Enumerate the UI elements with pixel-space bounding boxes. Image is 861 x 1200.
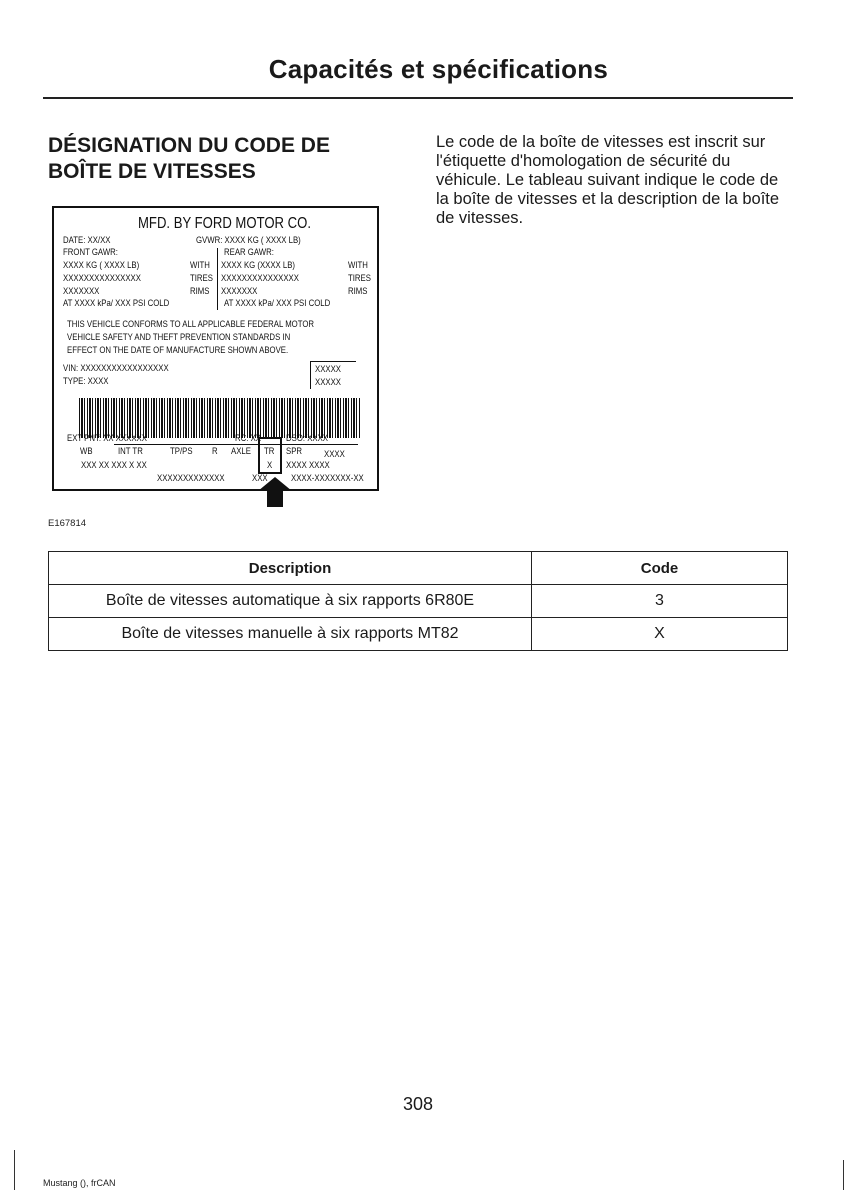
label-wb: WB bbox=[80, 446, 93, 457]
label-spr: SPR bbox=[286, 446, 303, 457]
page-title bbox=[0, 54, 836, 85]
label-with-2: WITH bbox=[348, 260, 368, 271]
transmission-code-table bbox=[48, 551, 788, 651]
label-bottom-code-3: XXXX-XXXXXXX-XX bbox=[291, 473, 364, 484]
label-rear-rims: XXXXXXX bbox=[221, 286, 258, 297]
figure-id: E167814 bbox=[48, 518, 87, 529]
cell-code: X bbox=[532, 618, 788, 651]
table-row bbox=[49, 585, 788, 618]
crop-mark-left bbox=[14, 1150, 15, 1190]
label-dso: DSO: XXXX bbox=[286, 433, 328, 444]
cell-description: Boîte de vitesses manuelle à six rapports MT82 bbox=[49, 618, 532, 651]
section-heading: DÉSIGNATION DU CODE DE BOÎTE DE VITESSES bbox=[48, 134, 330, 183]
label-rear-gawr: REAR GAWR: bbox=[224, 247, 274, 258]
label-box-2: XXXXX bbox=[315, 377, 341, 388]
pointer-arrow-icon bbox=[258, 477, 292, 507]
label-tp-ps: TP/PS bbox=[170, 446, 193, 457]
barcode bbox=[79, 398, 361, 438]
label-bottom-code-2: XXX bbox=[252, 473, 268, 484]
label-r: R bbox=[212, 446, 218, 457]
cell-code: 3 bbox=[532, 585, 788, 618]
tr-highlight-box bbox=[258, 437, 282, 474]
label-front-gawr: FRONT GAWR: bbox=[63, 247, 118, 258]
label-row-values-2: XXXX XXXX bbox=[286, 460, 330, 471]
label-rims-1: RIMS bbox=[190, 286, 210, 297]
page-number: 308 bbox=[402, 1094, 434, 1114]
label-ext-pnt: EXT PNT: XX XXXXXX bbox=[67, 433, 147, 444]
label-manufacturer: MFD. BY FORD MOTOR CO. bbox=[138, 215, 311, 232]
label-gvwr: GVWR: XXXX KG ( XXXX LB) bbox=[196, 235, 301, 246]
label-row-line bbox=[114, 444, 358, 445]
label-front-rims: XXXXXXX bbox=[63, 286, 100, 297]
label-int-tr: INT TR bbox=[118, 446, 143, 457]
table-header-row bbox=[49, 552, 788, 585]
label-conform-1: THIS VEHICLE CONFORMS TO ALL APPLICABLE FEDERAL MOTOR bbox=[67, 319, 315, 330]
footer-text: Mustang (), frCAN bbox=[43, 1178, 116, 1188]
label-conform-2: VEHICLE SAFETY AND THEFT PREVENTION STANDARDS IN bbox=[67, 332, 291, 343]
label-conform-3: EFFECT ON THE DATE OF MANUFACTURE SHOWN ABOVE. bbox=[67, 345, 289, 356]
label-front-pressure: AT XXXX kPa/ XXX PSI COLD bbox=[63, 298, 170, 309]
intro-paragraph: Le code de la boîte de vitesses est inscrit sur l'étiquette d'homologation de sécurité du véhicule. Le tableau suivant indique le code de la boîte de vitesses et la description de la boîte de vitesses. bbox=[436, 133, 780, 227]
label-tr: TR bbox=[264, 446, 275, 457]
label-rc: RC: XX bbox=[235, 433, 261, 444]
label-box-divider bbox=[310, 361, 311, 389]
page-title-text: Capacités et spécifications bbox=[268, 54, 608, 84]
label-front-tires: XXXXXXXXXXXXXXX bbox=[63, 273, 141, 284]
table-row bbox=[49, 618, 788, 651]
label-divider bbox=[217, 248, 218, 310]
label-with-1: WITH bbox=[190, 260, 210, 271]
label-front-kg: XXXX KG ( XXXX LB) bbox=[63, 260, 140, 271]
label-tr-value: X bbox=[267, 460, 273, 471]
header-description: Description bbox=[49, 552, 532, 585]
label-bottom-code: XXXXXXXXXXXXX bbox=[157, 473, 225, 484]
header-rule bbox=[43, 97, 793, 99]
label-rear-pressure: AT XXXX kPa/ XXX PSI COLD bbox=[224, 298, 331, 309]
label-box-1: XXXXX bbox=[315, 364, 341, 375]
label-tires-1: TIRES bbox=[190, 273, 213, 284]
label-rear-kg: XXXX KG (XXXX LB) bbox=[221, 260, 296, 271]
header-code: Code bbox=[532, 552, 788, 585]
label-vin: VIN: XXXXXXXXXXXXXXXXX bbox=[63, 363, 169, 374]
label-box-top bbox=[310, 361, 356, 362]
label-date: DATE: XX/XX bbox=[63, 235, 111, 246]
label-spr-value: XXXX bbox=[324, 449, 345, 460]
label-axle: AXLE bbox=[231, 446, 251, 457]
label-row-values: XXX XX XXX X XX bbox=[81, 460, 147, 471]
label-type: TYPE: XXXX bbox=[63, 376, 109, 387]
certification-label-figure bbox=[52, 206, 379, 491]
label-tires-2: TIRES bbox=[348, 273, 371, 284]
cell-description: Boîte de vitesses automatique à six rapports 6R80E bbox=[49, 585, 532, 618]
label-rear-tires: XXXXXXXXXXXXXXX bbox=[221, 273, 299, 284]
label-rims-2: RIMS bbox=[348, 286, 368, 297]
crop-mark-right bbox=[843, 1160, 844, 1190]
